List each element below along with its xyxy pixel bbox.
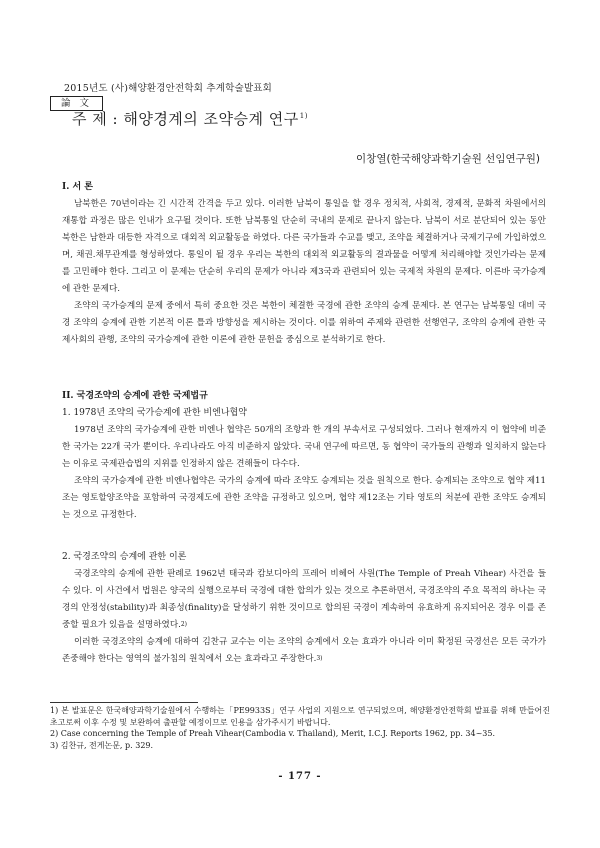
author-line: 이창열(한국해양과학기술원 선임연구원) xyxy=(356,153,540,165)
article-type-tag: 論 文 xyxy=(50,96,103,111)
page-number: - 177 - xyxy=(278,771,322,782)
paragraph-text: 이러한 국경조약의 승계에 대하여 김찬규 교수는 이는 조약의 승계에서 오는 효과가 아니라 이미 확정된 국경선은 모든 국가가 존중해야 한다는 영역의 불가침의 원칙에서 오는 효과라고 주장한다. xyxy=(62,637,546,665)
footnotes xyxy=(50,705,550,751)
paragraph: 남북한은 70년이라는 긴 시간적 간격을 두고 있다. 이러한 남북이 통일을 할 경우 정치적, 사회적, 경제적, 문화적 차원에서의 재통합 과정은 많은 인내가 요구될 것이다. 또한 남북통일 단순히 국내의 문제로 끝나지 않는다. 남북이 서로 분단되어 있는 동안 북한은 남한과 대등한 자격으로 대외적 외교활동을 하였다. 다른 국가들과 수교를 맺고, 조약을 체결하거나 국제기구에 가입하였으며, 채권.채무관계를 형성하였다. 통일이 될 경우 우리는 북한의 대외적 외교활동의 결과물을 어떻게 처리해야할 것인가라는 문제를 고민해야 한다. 그리고 이 문제는 단순히 우리의 문제가 아니라 제3국과 관련되어 있는 국제적 차원의 문제다. 이른바 국가승계에 관한 문제다. xyxy=(62,199,546,295)
paragraph: 1978년 조약의 국가승계에 관한 비엔나 협약은 50개의 조항과 한 개의 부속서로 구성되었다. 그러나 현재까지 이 협약에 비준한 국가는 22개 국가 뿐이다. 우리나라도 아직 비준하지 않았다. 국내 연구에 따르면, 동 협약이 국가들의 관행과 일치하지 않는다는 이유로 국제관습법의 지위를 인정하지 않은 견해들이 다수다. xyxy=(62,425,546,470)
conference-header: 2015년도 (사)해양환경안전학회 추계학술발표회 xyxy=(64,83,273,94)
paper-title xyxy=(72,108,308,129)
footnote-divider xyxy=(50,702,198,703)
paragraph xyxy=(62,566,546,634)
footnote-ref[interactable]: 2) xyxy=(180,621,188,629)
footnote: 1) 본 발표문은 한국해양과학기술원에서 수행하는「PE9933S」연구 사업의 지원으로 연구되었으며, 해양환경안전학회 발표를 위해 만들어진 초고로써 이후 수정 및 보완하여 출판할 예정이므로 인용을 삼가주시기 바랍니다. xyxy=(50,706,550,727)
footnote-ref[interactable]: 3) xyxy=(316,655,323,663)
subsection-2 xyxy=(62,549,546,668)
footnote: 3) 김찬규, 전게논문, p. 329. xyxy=(50,740,154,750)
section-intro xyxy=(62,179,546,349)
section-2 xyxy=(62,388,546,524)
footnote: 2) Case concerning the Temple of Preah Vihear(Cambodia v. Thailand), Merit, I.C.J. Reports 1962, pp. 34~35. xyxy=(50,729,496,738)
title-footnote-mark: 1) xyxy=(299,112,308,120)
paragraph: 조약의 국가승계의 문제 중에서 특히 중요한 것은 북한이 체결한 국경에 관한 조약의 승계 문제다. 본 연구는 남북통일 대비 국경 조약의 승계에 관한 기본적 이론 틀과 방향성을 제시하는 것이다. 이를 위하여 주제와 관련한 선행연구, 조약의 승계에 관한 국제사회의 관행, 조약의 국가승계에 관한 이론에 관한 문헌을 중심으로 분석하기로 한다. xyxy=(62,301,546,346)
title-text: 주 제 : 해양경계의 조약승계 연구 xyxy=(72,110,299,128)
section-heading: I. 서 론 xyxy=(62,182,93,192)
section-heading: II. 국경조약의 승계에 관한 국제법규 xyxy=(62,391,208,401)
subsection-heading: 2. 국경조약의 승계에 관한 이론 xyxy=(62,552,187,562)
paragraph: 조약의 국가승계에 관한 비엔나협약은 국가의 승계에 따라 조약도 승계되는 것을 원칙으로 한다. 승계되는 조약으로 협약 제11조는 영토할양조약을 포함하여 국경제도에 관한 조약을 규정하고 있으며, 협약 제12조는 기타 영토의 처분에 관한 조약도 승계되는 것으로 규정한다. xyxy=(62,476,546,521)
subsection-heading: 1. 1978년 조약의 국가승계에 관한 비엔나협약 xyxy=(62,408,247,419)
paragraph xyxy=(62,634,546,668)
paragraph-text: 국경조약의 승계에 관한 판례로 1962년 태국과 캄보디아의 프레어 비헤어 사원(The Temple of Preah Vihear) 사건을 들 수 있다. 이 사건에서 법원은 양국의 실행으로부터 국경에 대한 합의가 있는 것으로 추론하면서, 국경조약의 주요 목적의 하나는 국경의 안정성(stability)과 최종성(finality)을 달성하기 위한 것이므로 합의된 국경이 계속하여 유효하게 유지되어온 경우 이를 존중할 필요가 있음을 설명하였다. xyxy=(62,569,546,631)
